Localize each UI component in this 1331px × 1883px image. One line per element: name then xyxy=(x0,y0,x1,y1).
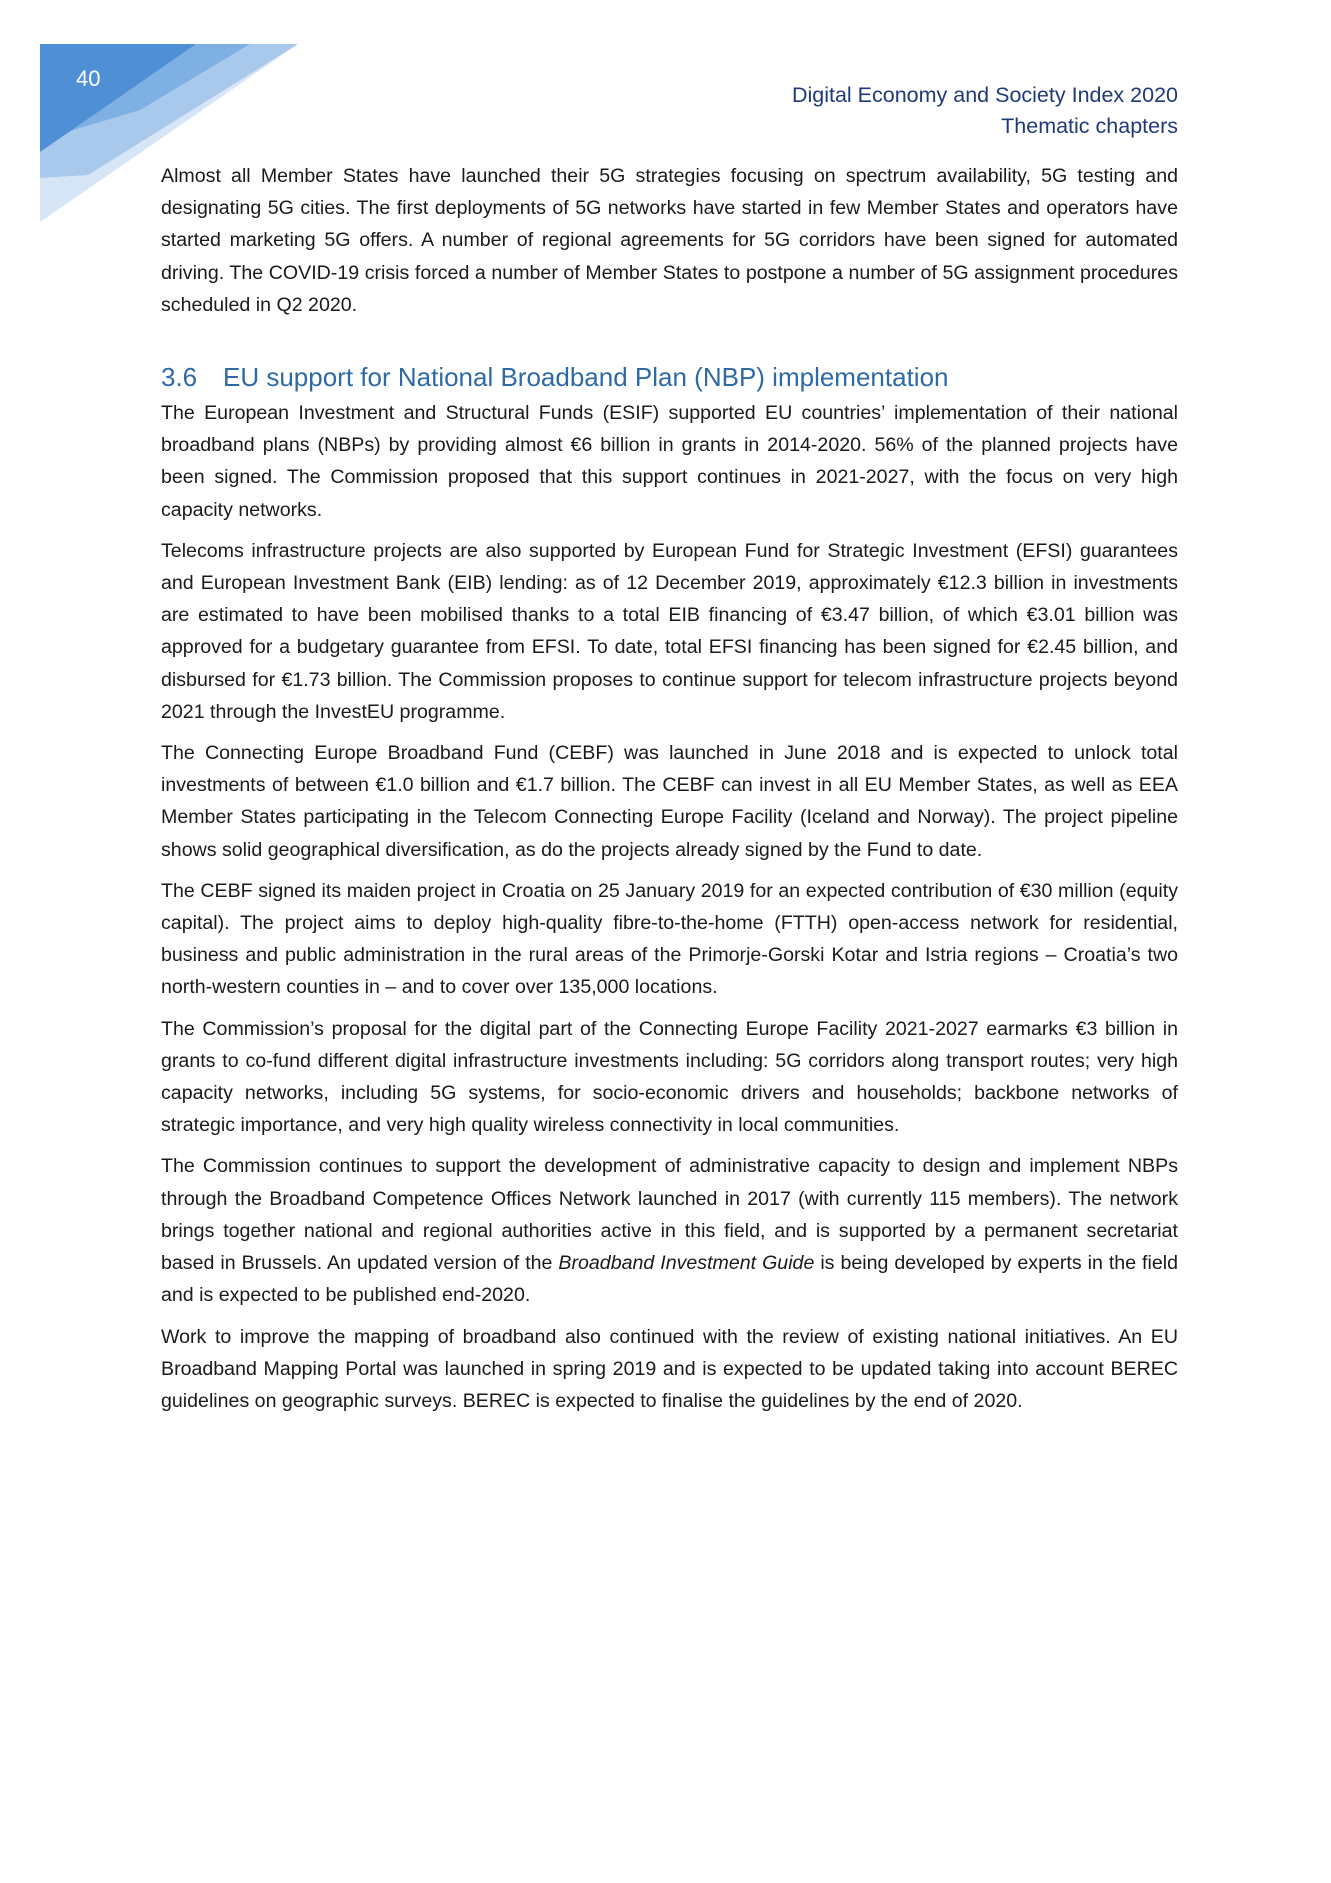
guide-title: Broadband Investment Guide xyxy=(558,1252,815,1275)
header-subtitle: Thematic chapters xyxy=(1001,114,1178,138)
running-header xyxy=(792,80,1178,142)
section-number: 3.6 xyxy=(161,362,198,393)
page-content xyxy=(161,160,1178,1426)
section-heading xyxy=(161,359,1178,395)
esif-paragraph: The European Investment and Structural Funds (ESIF) supported EU countries’ implementation of their national broadband plans (NBPs) by providing almost €6 billion in grants in 2014-2020. 56% of the planned projects have been signed. The Commission proposed that this support continues in 2021-2027, with the focus on very high capacity networks. xyxy=(161,402,1178,521)
section-title: EU support for National Broadband Plan (NBP) implementation xyxy=(223,362,949,393)
cef-paragraph: The Commission’s proposal for the digital part of the Connecting Europe Facility 2021-2027 earmarks €3 billion in grants to co-fund different digital infrastructure investments including: 5G corridors along transport routes; very high capacity networks, including 5G systems, for socio-economic drivers and households; backbone networks of strategic importance, and very high quality wireless connectivity in local communities. xyxy=(161,1017,1178,1137)
bco-paragraph: The Commission continues to support the development of administrative capacity to design and implement NBPs through the Broadband Competence Offices Network launched in 2017 (with currently 115 members). The network brings together national and regional authorities active in this field, and is supported by a permanent secretariat based in Brussels. An updated version of the Broadband Investment Guide is being developed by experts in the field and is expected to be published end-2020. xyxy=(161,1155,1179,1307)
efsi-paragraph: Telecoms infrastructure projects are also supported by European Fund for Strategic Investment (EFSI) guarantees and European Investment Bank (EIB) lending: as of 12 December 2019, approximately €12.3 billion in investments are estimated to have been mobilised thanks to a total EIB financing of €3.47 billion, of which €3.01 billion was approved for a budgetary guarantee from EFSI. To date, total EFSI financing has been signed for €2.45 billion, and disbursed for €1.73 billion. The Commission proposes to continue support for telecom infrastructure projects beyond 2021 through the InvestEU programme. xyxy=(161,539,1178,723)
page-number: 40 xyxy=(76,66,101,91)
header-title: Digital Economy and Society Index 2020 xyxy=(791,83,1178,107)
cebf-paragraph: The Connecting Europe Broadband Fund (CEBF) was launched in June 2018 and is expected to unlock total investments of between €1.0 billion and €1.7 billion. The CEBF can invest in all EU Member States, as well as EEA Member States participating in the Telecom Connecting Europe Facility (Iceland and Norway). The project pipeline shows solid geographical diversification, as do the projects already signed by the Fund to date. xyxy=(161,742,1178,861)
mapping-paragraph: Work to improve the mapping of broadband also continued with the review of existing national initiatives. An EU Broadband Mapping Portal was launched in spring 2019 and is expected to be updated taking into account BEREC guidelines on geographic surveys. BEREC is expected to finalise the guidelines by the end of 2020. xyxy=(161,1325,1178,1412)
intro-paragraph: Almost all Member States have launched their 5G strategies focusing on spectrum availability, 5G testing and designating 5G cities. The first deployments of 5G networks have started in few Member States and operators have started marketing 5G offers. A number of regional agreements for 5G corridors have been signed for automated driving. The COVID-19 crisis forced a number of Member States to postpone a number of 5G assignment procedures scheduled in Q2 2020. xyxy=(161,165,1178,316)
croatia-paragraph: The CEBF signed its maiden project in Croatia on 25 January 2019 for an expected contribution of €30 million (equity capital). The project aims to deploy high-quality fibre-to-the-home (FTTH) open-access network for residential, business and public administration in the rural areas of the Primorje-Gorski Kotar and Istria regions – Croatia’s two north-western counties in – and to cover over 135,000 locations. xyxy=(161,879,1178,999)
